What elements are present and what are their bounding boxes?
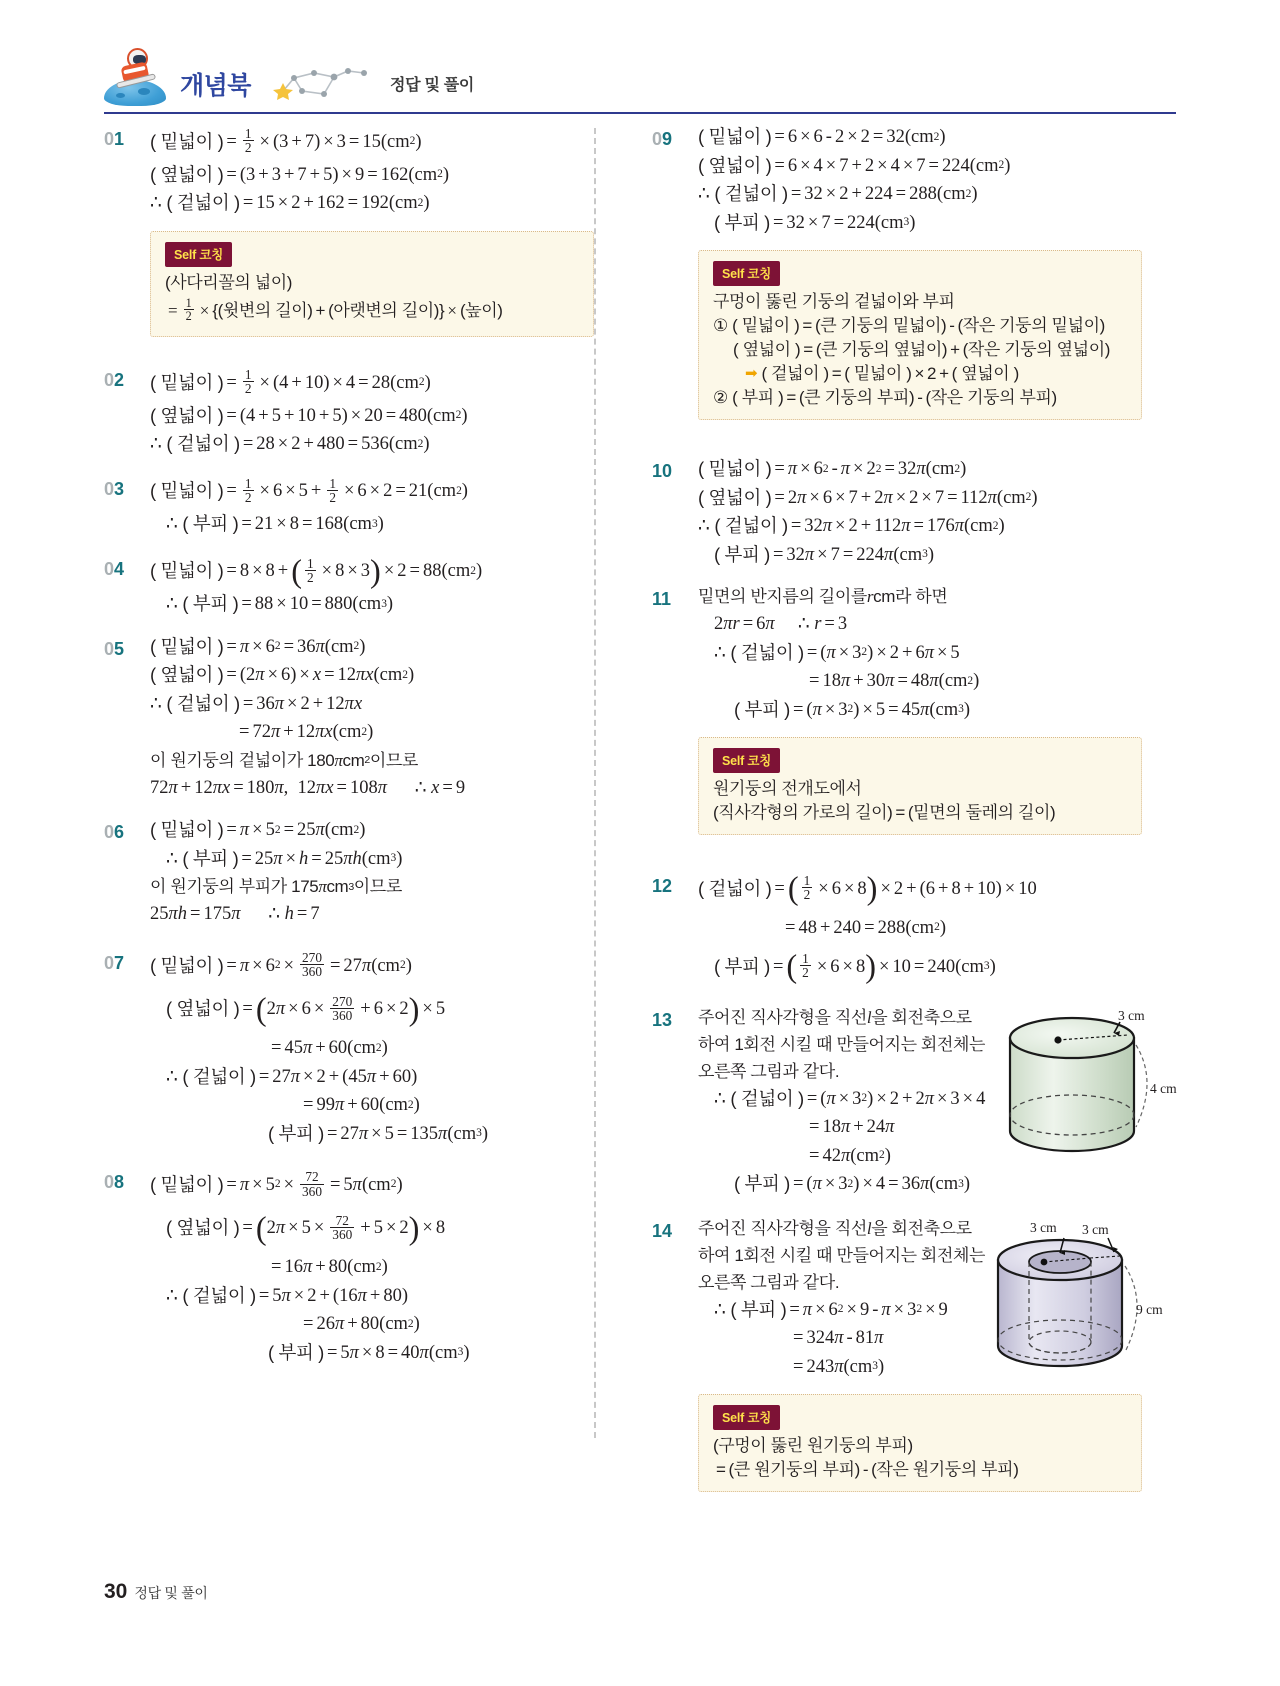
solution-line: 이 원기둥의 부피가 175 π cm 3 이므로 bbox=[150, 877, 402, 897]
solution-line: ( 부피 ) = ( $\frac{1}{2}$ × 6 × 8 ) × 10 = 240(cm 3 ) bbox=[714, 949, 996, 986]
solution-line: 오른쪽 그림과 같다. bbox=[698, 1061, 840, 1081]
problem-01 bbox=[104, 128, 594, 213]
figure-label-height: 4 cm bbox=[1150, 1080, 1177, 1096]
solution-line: = 72 π + 12 πx (cm 2 ) bbox=[239, 722, 374, 743]
arrow-right-icon: ➡ bbox=[745, 365, 758, 382]
self-coaching-badge: Self 코칭 bbox=[165, 242, 232, 267]
figure-label-radius: 3 cm bbox=[1118, 1007, 1145, 1023]
problem-05 bbox=[104, 635, 594, 798]
solution-line: ( 밑넓이 ) = $\frac{1}{2}$ × 6 × 5 + $\frac{1}{2}$ × 6 × 2 = 21(cm 2 ) bbox=[150, 475, 468, 506]
solution-line: ( 겉넓이 ) = ( $\frac{1}{2}$ × 6 × 8 ) × 2 + (6 + 8 + 10) × 10 bbox=[698, 871, 1037, 908]
solution-line: 주어진 직사각형을 직선 l 을 회전축으로 bbox=[698, 1007, 972, 1027]
solution-line: ( 옆넓이 ) = 2 π × 6 × 7 + 2 π × 2 × 7 = 112 π (cm 2 ) bbox=[698, 486, 1038, 508]
solution-line: ( 부피 ) = 27 π × 5 = 135 π (cm 3 ) bbox=[268, 1122, 488, 1144]
solution-line: ( 밑넓이 ) = π × 6 2 = 36 π (cm 2 ) bbox=[150, 635, 366, 657]
solution-line: 2 πr = 6 π ∴ r = 3 bbox=[714, 614, 848, 634]
solution-line: ( 부피 ) = 32 π × 7 = 224 π (cm 3 ) bbox=[714, 543, 934, 565]
problem-06 bbox=[104, 821, 594, 924]
self-coaching-box bbox=[698, 1394, 1142, 1492]
solution-line: = 99 π + 60(cm 2 ) bbox=[303, 1095, 420, 1116]
left-column bbox=[104, 128, 594, 1380]
coaching-line: (직사각형의 가로의 길이) = (밑면의 둘레의 길이) bbox=[713, 803, 1056, 822]
problem-08 bbox=[104, 1171, 594, 1362]
solution-line: ∴ ( 겉넓이 ) = 27 π × 2 + (45 π + 60) bbox=[166, 1065, 418, 1087]
solution-line: = 45 π + 60(cm 2 ) bbox=[271, 1038, 388, 1059]
header-divider bbox=[104, 112, 1176, 114]
solution-line: ∴ ( 겉넓이 ) = 5 π × 2 + (16 π + 80) bbox=[166, 1284, 408, 1306]
solution-line: ∴ ( 부피 ) = π × 6 2 × 9 - π × 3 2 × 9 bbox=[714, 1298, 948, 1320]
problem-number: 10 bbox=[652, 461, 673, 481]
hollow-cylinder-figure bbox=[982, 1214, 1172, 1399]
solution-line: ∴ ( 겉넓이 ) = ( π × 3 2 ) × 2 + 2 π × 3 × 4 bbox=[714, 1087, 986, 1109]
solution-line: ( 밑넓이 ) = π × 5 2 × $\frac{72}{360}$ = 5 π (cm 2 ) bbox=[150, 1169, 403, 1199]
solution-line: = 48 + 240 = 288(cm 2 ) bbox=[785, 917, 946, 938]
problem-number: 08 bbox=[104, 1172, 125, 1193]
solution-line: 밑면의 반지름의 길이를 r cm라 하면 bbox=[698, 587, 948, 606]
problem-11 bbox=[652, 588, 1142, 719]
solution-line: ( 밑넓이 ) = 6 × 6 - 2 × 2 = 32(cm 2 ) bbox=[698, 126, 946, 147]
solution-line: ( 밑넓이 ) = 8 × 8 + ( $\frac{1}{2}$ × 8 × 3 ) × 2 = 88(cm 2 ) bbox=[150, 553, 483, 590]
problem-09 bbox=[652, 128, 1142, 232]
solution-line: ( 부피 ) = 32 × 7 = 224(cm 3 ) bbox=[714, 211, 916, 233]
problem-03 bbox=[104, 475, 594, 535]
solution-line: ∴ ( 겉넓이 ) = ( π × 3 2 ) × 2 + 6 π × 5 bbox=[714, 641, 960, 663]
problem-number: 12 bbox=[652, 876, 673, 896]
coaching-line: ② ( 부피 ) = (큰 기둥의 부피) - (작은 기둥의 부피) bbox=[713, 388, 1057, 407]
problem-13 bbox=[652, 1007, 1177, 1195]
solution-line: ∴ ( 겉넓이 ) = 36 π × 2 + 12 πx bbox=[150, 692, 363, 714]
astronaut-icon bbox=[118, 48, 152, 82]
solution-line: ∴ ( 부피 ) = 21 × 8 = 168(cm 3 ) bbox=[166, 513, 384, 535]
coaching-line: 구멍이 뚫린 기둥의 겉넓이와 부피 bbox=[713, 292, 955, 311]
self-coaching-badge: Self 코칭 bbox=[713, 1405, 780, 1430]
problem-number: 04 bbox=[104, 558, 125, 579]
problem-number: 05 bbox=[104, 638, 125, 659]
solution-line: ( 옆넓이 ) = (4 + 5 + 10 + 5) × 20 = 480(cm 2 ) bbox=[150, 404, 468, 426]
problem-number: 13 bbox=[652, 1009, 673, 1030]
solution-line: ( 밑넓이 ) = π × 5 2 = 25 π (cm 2 ) bbox=[150, 819, 366, 841]
solution-line: ( 옆넓이 ) = (3 + 3 + 7 + 5) × 9 = 162(cm 2 ) bbox=[150, 163, 450, 185]
self-coaching-badge: Self 코칭 bbox=[713, 261, 780, 286]
problem-12 bbox=[652, 871, 1142, 986]
figure-label-outer-radius: 3 cm bbox=[1082, 1221, 1109, 1237]
problem-number: 14 bbox=[652, 1220, 673, 1241]
self-coaching-box bbox=[698, 737, 1142, 835]
problem-07 bbox=[104, 949, 594, 1144]
solution-line: = 26 π + 80(cm 2 ) bbox=[303, 1314, 420, 1335]
right-column bbox=[652, 126, 1177, 1500]
self-coaching-badge: Self 코칭 bbox=[713, 748, 780, 773]
solution-line: ( 옆넓이 ) = ( 2 π × 5 × $\frac{72}{360}$ + 5 × 2 ) × 8 bbox=[166, 1210, 446, 1247]
constellation-icon bbox=[272, 64, 380, 100]
solution-line: ∴ ( 부피 ) = 25 π × h = 25 πh (cm 3 ) bbox=[166, 847, 403, 869]
solution-line: ( 부피 ) = ( π × 3 2 ) × 5 = 45 π (cm 3 ) bbox=[734, 698, 971, 720]
problem-number: 06 bbox=[104, 822, 125, 843]
coaching-line: = (큰 원기둥의 부피) - (작은 원기둥의 부피) bbox=[716, 1460, 1019, 1480]
coaching-line: 원기둥의 전개도에서 bbox=[713, 779, 862, 798]
cylinder-figure bbox=[1002, 1003, 1177, 1183]
solution-line: ∴ ( 겉넓이 ) = 15 × 2 + 162 = 192(cm 2 ) bbox=[150, 192, 430, 214]
solution-line: ( 옆넓이 ) = ( 2 π × 6 × $\frac{270}{360}$ + 6 × 2 ) × 5 bbox=[166, 991, 446, 1028]
problem-number: 03 bbox=[104, 478, 125, 499]
solution-line: ∴ ( 겉넓이 ) = 32 π × 2 + 112 π = 176 π (cm 2 ) bbox=[698, 515, 1005, 536]
coaching-line: ① ( 밑넓이 ) = (큰 기둥의 밑넓이) - (작은 기둥의 밑넓이) bbox=[713, 316, 1105, 335]
problem-number: 01 bbox=[104, 129, 125, 149]
problem-10 bbox=[652, 460, 1142, 564]
solution-line: ( 부피 ) = ( π × 3 2 ) × 4 = 36 π (cm 3 ) bbox=[734, 1173, 971, 1195]
problem-number: 02 bbox=[104, 370, 125, 391]
page-header bbox=[104, 52, 1176, 114]
solution-line: ( 부피 ) = 5 π × 8 = 40 π (cm 3 ) bbox=[268, 1341, 470, 1363]
figure-label-inner-radius: 3 cm bbox=[1030, 1219, 1057, 1235]
coaching-line: ➡ ( 겉넓이 ) = ( 밑넓이 ) × 2 + ( 옆넓이 ) bbox=[745, 364, 1019, 383]
page-subtitle: 정답 및 풀이 bbox=[390, 77, 475, 94]
solution-line: = 243 π (cm 3 ) bbox=[793, 1356, 885, 1377]
coaching-line: (사다리꼴의 넓이) bbox=[165, 272, 292, 292]
solution-line: = 42 π (cm 2 ) bbox=[809, 1145, 891, 1166]
page-footer bbox=[104, 1580, 208, 1604]
solution-line: 주어진 직사각형을 직선 l 을 회전축으로 bbox=[698, 1218, 972, 1238]
problem-04 bbox=[104, 553, 594, 615]
page-number: 30 bbox=[104, 1580, 128, 1603]
solution-line: ( 옆넓이 ) = 6 × 4 × 7 + 2 × 4 × 7 = 224(cm 2 ) bbox=[698, 154, 1011, 176]
solution-line: ( 밑넓이 ) = $\frac{1}{2}$ × (4 + 10) × 4 = 28(cm 2 ) bbox=[150, 367, 431, 397]
solution-line: ( 밑넓이 ) = π × 6 2 × $\frac{270}{360}$ = 27 π (cm 2 ) bbox=[150, 949, 412, 980]
solution-line: ∴ ( 겉넓이 ) = 32 × 2 + 224 = 288(cm 2 ) bbox=[698, 183, 978, 204]
solution-line: ∴ ( 부피 ) = 88 × 10 = 880(cm 3 ) bbox=[166, 593, 394, 615]
problem-number: 07 bbox=[104, 952, 125, 973]
solution-line: = 16 π + 80(cm 2 ) bbox=[271, 1257, 388, 1278]
solution-line: 하여 1회전 시킬 때 만들어지는 회전체는 bbox=[698, 1034, 986, 1054]
footer-label: 정답 및 풀이 bbox=[134, 1585, 208, 1601]
problem-number: 09 bbox=[652, 129, 673, 149]
brand-title: 개념북 bbox=[180, 72, 251, 100]
problem-number: 11 bbox=[652, 589, 672, 609]
solution-line: 25 πh = 175 π ∴ h = 7 bbox=[150, 904, 320, 925]
solution-line: = 324 π - 81 π bbox=[793, 1328, 884, 1349]
solution-line: ∴ ( 겉넓이 ) = 28 × 2 + 480 = 536(cm 2 ) bbox=[150, 433, 430, 455]
self-coaching-box bbox=[150, 231, 594, 337]
problem-02 bbox=[104, 369, 594, 454]
solution-line: 72 π + 12 πx = 180 π , 12 πx = 108 π ∴ x = 9 bbox=[150, 777, 466, 798]
solution-line: ( 밑넓이 ) = $\frac{1}{2}$ × (3 + 7) × 3 = 15(cm 2 ) bbox=[150, 126, 422, 156]
solution-line: = 18 π + 24 π bbox=[809, 1117, 895, 1138]
solution-line: 이 원기둥의 겉넓이가 180 π cm 2 이므로 bbox=[150, 750, 418, 770]
self-coaching-box bbox=[698, 250, 1142, 420]
solution-line: 하여 1회전 시킬 때 만들어지는 회전체는 bbox=[698, 1245, 986, 1265]
solution-line: ( 옆넓이 ) = (2 π × 6) × x = 12 πx (cm 2 ) bbox=[150, 664, 415, 686]
problem-14 bbox=[652, 1218, 1163, 1377]
figure-label-height: 9 cm bbox=[1136, 1301, 1163, 1317]
coaching-line: (구멍이 뚫린 원기둥의 부피) bbox=[713, 1436, 913, 1456]
solution-line: 오른쪽 그림과 같다. bbox=[698, 1272, 840, 1292]
astronaut-on-moon-icon bbox=[104, 48, 166, 106]
solution-line: = 18 π + 30 π = 48 π (cm 2 ) bbox=[809, 671, 980, 691]
coaching-line: = $\frac{1}{2}$ × {(윗변의 길이) + (아랫변의 길이)} × (높이) bbox=[168, 295, 503, 323]
column-divider bbox=[594, 128, 596, 1438]
coaching-line: ( 옆넓이 ) = (큰 기둥의 옆넓이) + (작은 기둥의 옆넓이) bbox=[733, 340, 1110, 359]
solution-line: ( 밑넓이 ) = π × 6 2 - π × 2 2 = 32 π (cm 2 ) bbox=[698, 458, 967, 479]
